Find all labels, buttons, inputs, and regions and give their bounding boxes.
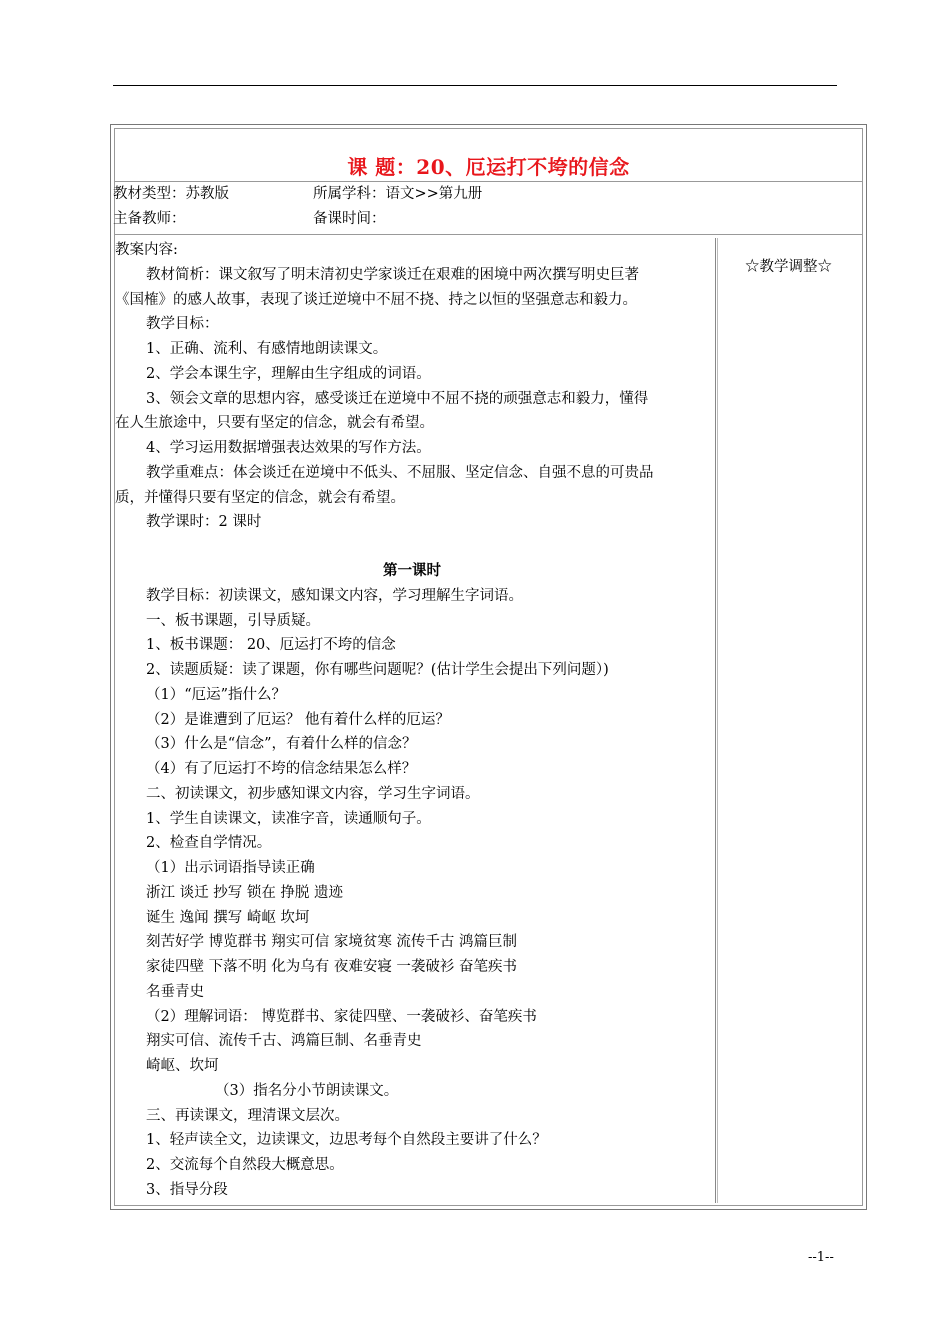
text-line: 1、板书课题： 20、厄运打不垮的信念 bbox=[146, 637, 396, 653]
text-line: 1、正确、流利、有感情地朗读课文。 bbox=[146, 341, 388, 357]
word-row: 浙江 谈迁 抄写 锁在 挣脱 遗迹 bbox=[146, 885, 344, 901]
text-line: 《国榷》的感人故事，表现了谈迁逆境中不屈不挠、持之以恒的坚强意志和毅力。 bbox=[115, 292, 637, 308]
lead-teacher: 主备教师： bbox=[113, 211, 186, 227]
text-line: 教材简析：课文叙写了明末清初史学家谈迁在艰难的困境中两次撰写明史巨著 bbox=[146, 267, 639, 283]
text-line: （3）什么是“信念”，有着什么样的信念？ bbox=[146, 736, 417, 752]
adjustment-label: ☆教学调整☆ bbox=[745, 259, 832, 275]
text-line: 崎岖、坎坷 bbox=[146, 1058, 219, 1074]
text-line: 3、指导分段 bbox=[146, 1182, 228, 1198]
text-line: 教学课时：2 课时 bbox=[146, 514, 262, 530]
text-line: 教学目标： bbox=[146, 316, 219, 332]
title-divider bbox=[115, 181, 862, 182]
text-line: 三、再读课文，理清课文层次。 bbox=[146, 1108, 349, 1124]
word-row: 名垂青史 bbox=[146, 984, 204, 1000]
text-line: 4、学习运用数据增强表达效果的写作方法。 bbox=[146, 440, 431, 456]
page-number: --1-- bbox=[808, 1250, 834, 1265]
lesson-plan-table bbox=[110, 124, 867, 1210]
meta-divider bbox=[115, 234, 862, 235]
adjustment-column bbox=[719, 238, 858, 1203]
section-heading: 第一课时 bbox=[383, 562, 441, 579]
header-rule bbox=[113, 85, 837, 86]
text-line: （3）指名分小节朗读课文。 bbox=[215, 1083, 399, 1099]
content-heading: 教案内容: bbox=[115, 242, 178, 258]
text-line: 3、领会文章的思想内容，感受谈迁在逆境中不屈不挠的顽强意志和毅力，懂得 bbox=[146, 391, 649, 407]
text-line: 翔实可信、流传千古、鸿篇巨制、名垂青史 bbox=[146, 1033, 422, 1049]
text-line: （2）是谁遭到了厄运？ 他有着什么样的厄运？ bbox=[146, 712, 450, 728]
word-row: 刻苦好学 博览群书 翔实可信 家境贫寒 流传千古 鸿篇巨制 bbox=[146, 934, 518, 950]
word-row: 诞生 逸闻 撰写 崎岖 坎坷 bbox=[146, 910, 310, 926]
material-type: 教材类型：苏教版 bbox=[113, 186, 229, 202]
text-line: 教学重难点：体会谈迁在逆境中不低头、不屈服、坚定信念、自强不息的可贵品 bbox=[146, 465, 654, 481]
text-line: 1、轻声读全文，边读课文，边思考每个自然段主要讲了什么？ bbox=[146, 1132, 547, 1148]
prep-time: 备课时间： bbox=[313, 211, 386, 227]
text-line: 教学目标：初读课文，感知课文内容，学习理解生字词语。 bbox=[146, 588, 523, 604]
text-line: 一、板书课题，引导质疑。 bbox=[146, 613, 320, 629]
text-line: 2、读题质疑：读了课题，你有哪些问题呢？(估计学生会提出下列问题）) bbox=[146, 662, 609, 678]
text-line: 2、检查自学情况。 bbox=[146, 835, 272, 851]
text-line: 2、学会本课生字，理解由生字组成的词语。 bbox=[146, 366, 431, 382]
text-line: 2、交流每个自然段大概意思。 bbox=[146, 1157, 344, 1173]
subject: 所属学科：语文>>第九册 bbox=[313, 186, 483, 202]
text-line: （1）出示词语指导读正确 bbox=[146, 860, 315, 876]
text-line: （2）理解词语： 博览群书、家徒四壁、一袭破衫、奋笔疾书 bbox=[146, 1009, 537, 1025]
text-line: 1、学生自读课文，读准字音，读通顺句子。 bbox=[146, 811, 431, 827]
word-row: 家徒四壁 下落不明 化为乌有 夜难安寝 一袭破衫 奋笔疾书 bbox=[146, 959, 518, 975]
text-line: （1）“厄运”指什么？ bbox=[146, 687, 287, 703]
text-line: 质，并懂得只要有坚定的信念，就会有希望。 bbox=[115, 490, 405, 506]
text-line: （4）有了厄运打不垮的信念结果怎么样？ bbox=[146, 761, 417, 777]
text-line: 在人生旅途中，只要有坚定的信念，就会有希望。 bbox=[115, 415, 434, 431]
text-line: 二、初读课文，初步感知课文内容，学习生字词语。 bbox=[146, 786, 480, 802]
lesson-title: 课 题：20、厄运打不垮的信念 bbox=[347, 155, 630, 179]
content-column bbox=[115, 238, 716, 1203]
